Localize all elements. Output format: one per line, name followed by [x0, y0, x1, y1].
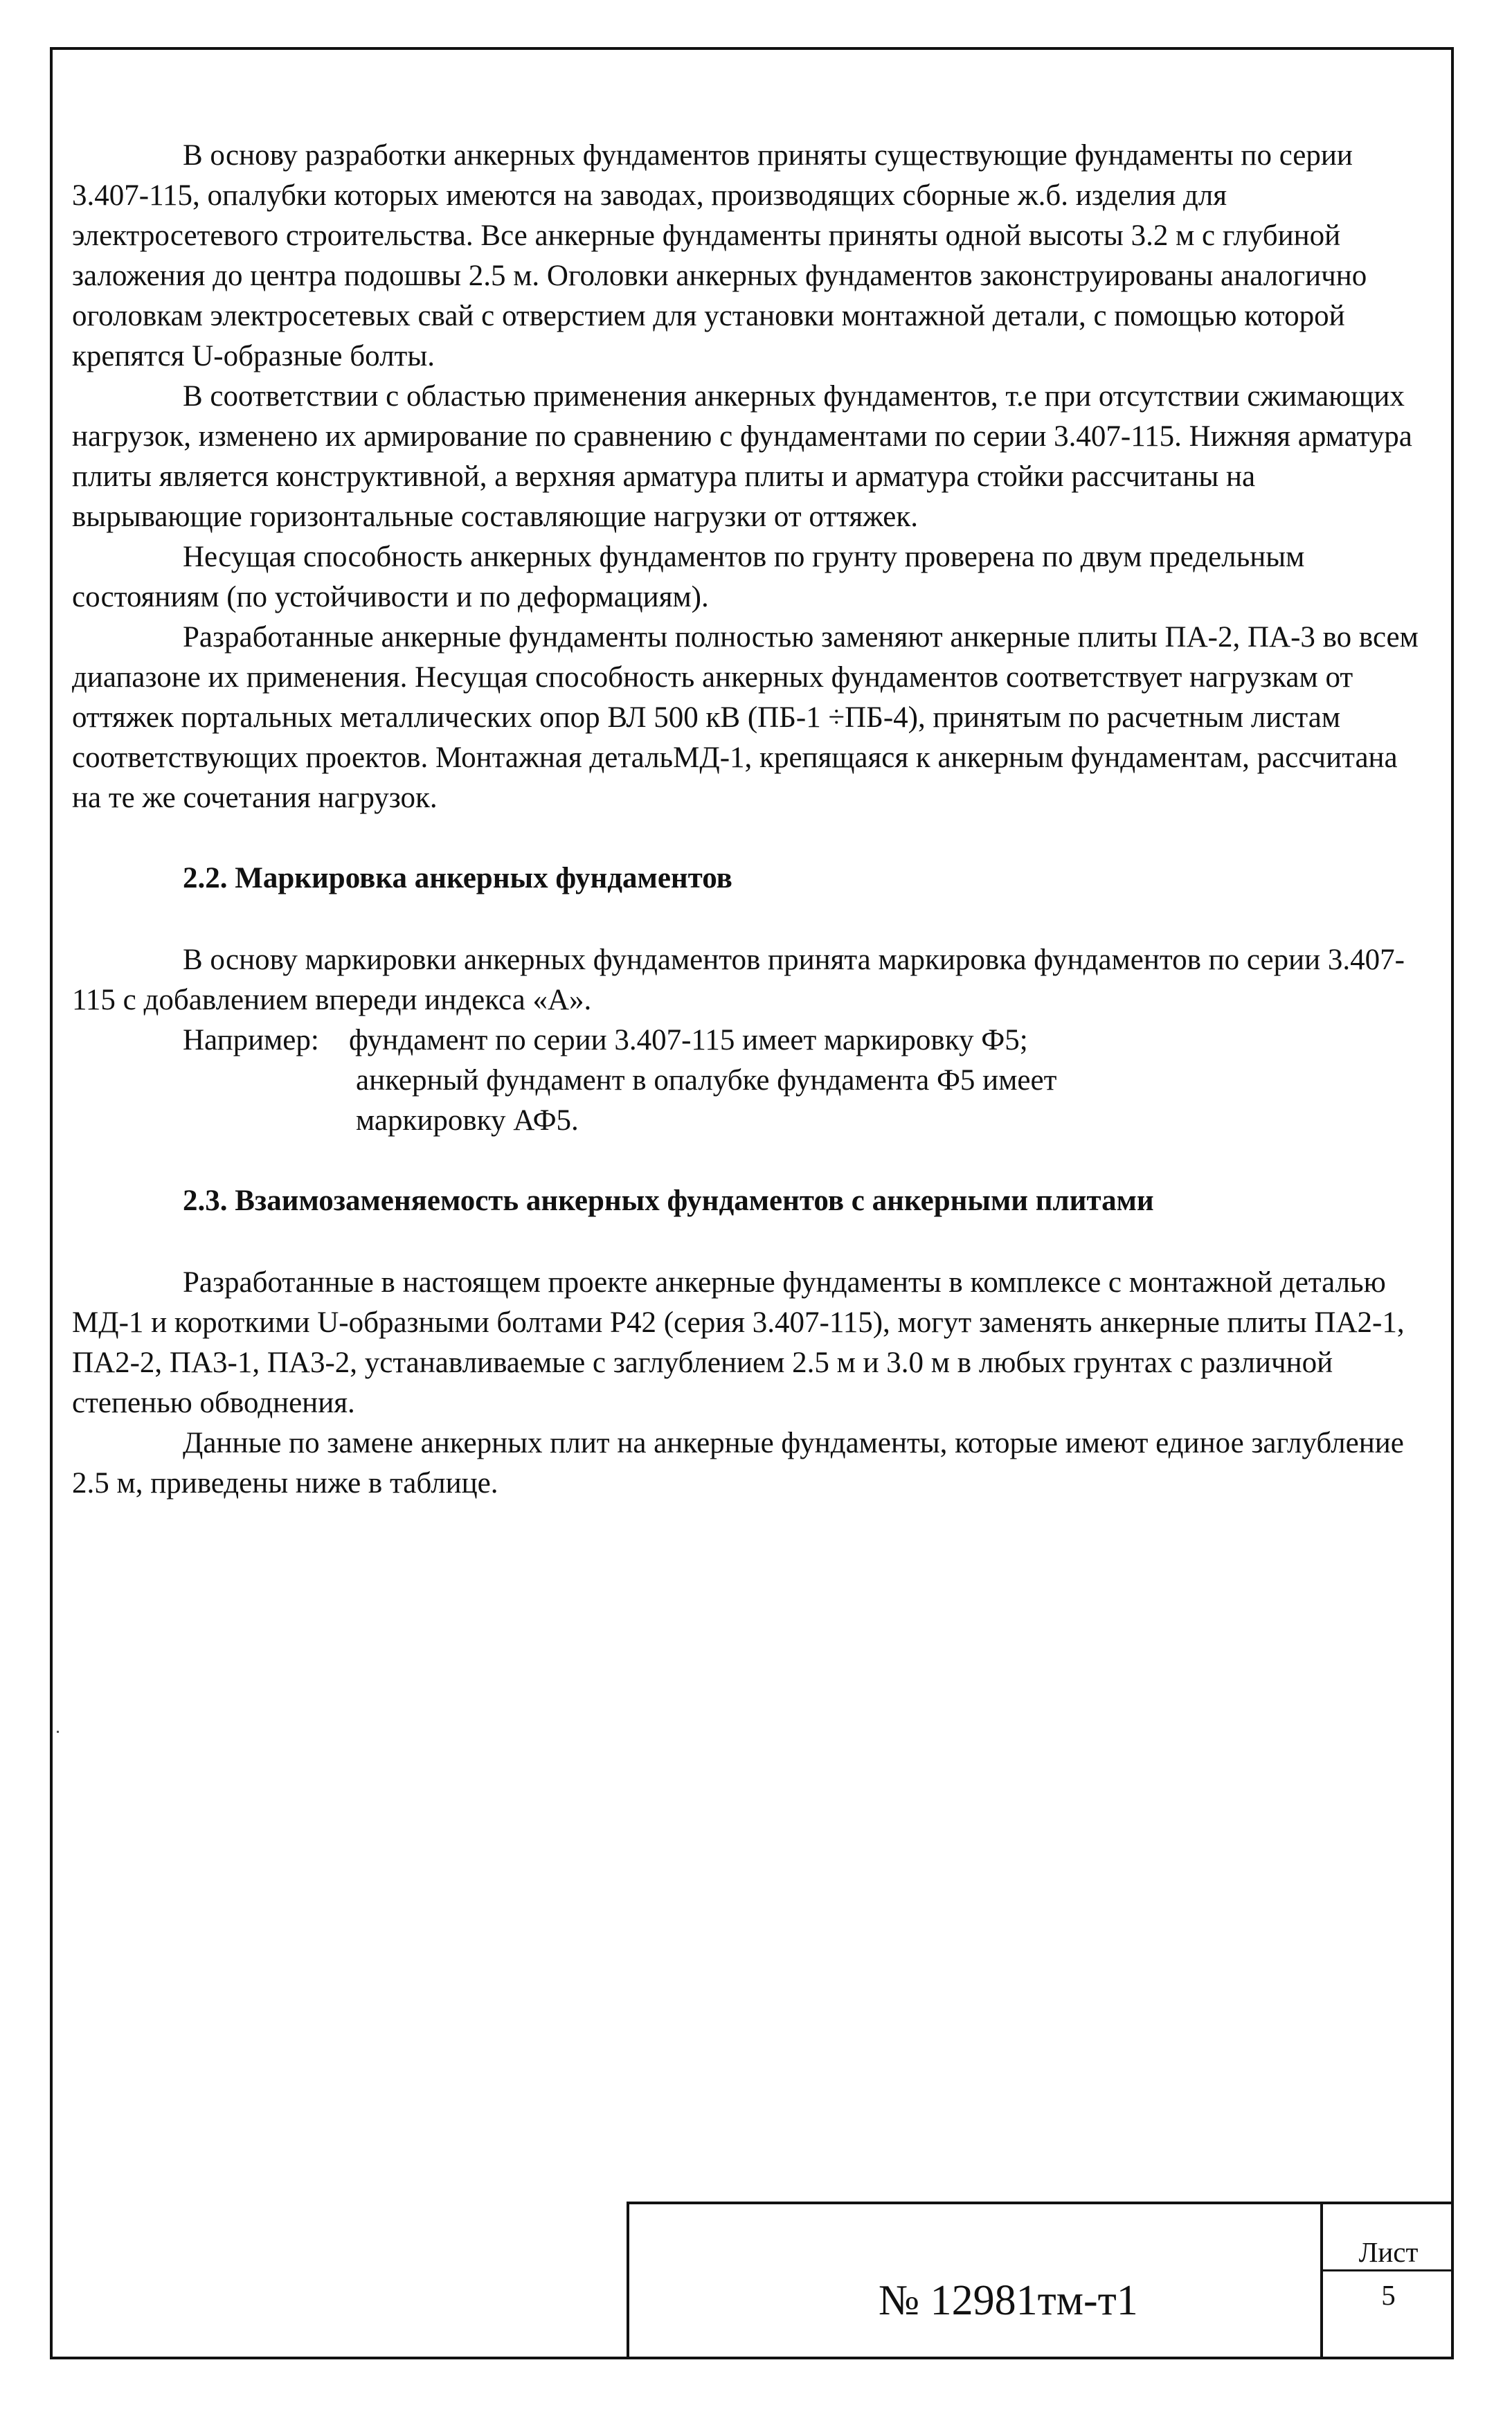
example-line-3: маркировку АФ5. [356, 1104, 579, 1137]
paragraph-intro-1: В основу разработки анкерных фундаментов приняты существующие фундаменты по серии 3.407-115, опалубки которых имеются на заводах, производящих сборные ж.б. изделия для электросетевого строительства. Все анкерные фундаменты приняты одной высоты 3.2 м с глубиной заложения до центра подошвы 2.5 м. Оголовки анкерных фундаментов законструированы аналогично оголовкам электросетевых свай с отверстием для установки монтажной детали, с помощью которой крепятся U-образные болты. [72, 139, 1367, 372]
section-heading-2-2: 2.2. Маркировка анкерных фундаментов [183, 862, 732, 894]
example-block [72, 1020, 1429, 1061]
spacer [72, 818, 1429, 858]
paragraph-interchange-2: Данные по замене анкерных плит на анкерные фундаменты, которые имеют единое заглубление 2.5 м, приведены ниже в таблице. [72, 1427, 1404, 1500]
example-label: Например: [183, 1024, 319, 1056]
sheet-number: 5 [1381, 2279, 1396, 2311]
example-line-2: анкерный фундамент в опалубке фундамента Ф5 имеет [356, 1064, 1057, 1097]
document-code: № 12981тм-т1 [879, 2277, 1138, 2324]
paragraph-marking: В основу маркировки анкерных фундаментов принята маркировка фундаментов по серии 3.407-115 с добавлением впереди индекса «А». [72, 944, 1405, 1016]
title-block [627, 2202, 1454, 2359]
spacer [72, 1221, 1429, 1263]
sheet-cell [1323, 2204, 1454, 2359]
document-body [72, 136, 1429, 1504]
spacer [72, 1141, 1429, 1181]
paragraph-intro-3: Несущая способность анкерных фундаментов по грунту проверена по двум предельным состояниям (по устойчивости и по деформациям). [72, 541, 1305, 613]
example-line-1: фундамент по серии 3.407-115 имеет маркировку Ф5; [349, 1024, 1028, 1056]
paragraph-intro-4: Разработанные анкерные фундаменты полностью заменяют анкерные плиты ПА-2, ПА-3 во всем диапазоне их применения. Несущая способность анкерных фундаментов соответствует нагрузкам от оттяжек портальных металлических опор ВЛ 500 кВ (ПБ-1 ÷ПБ-4), принятым по расчетным листам соответствующих проектов. Монтажная детальМД-1, крепящаяся к анкерным фундаментам, рассчитана на те же сочетания нагрузок. [72, 621, 1419, 814]
paragraph-interchange-1: Разработанные в настоящем проекте анкерные фундаменты в комплексе с монтажной деталью МД-1 и короткими U-образными болтами Р42 (серия 3.407-115), могут заменять анкерные плиты ПА2-1, ПА2-2, ПА3-1, ПА3-2, устанавливаемые с заглублением 2.5 м и 3.0 м в любых грунтах с различной степенью обводнения. [72, 1266, 1405, 1419]
spacer [72, 899, 1429, 940]
section-heading-2-3: 2.3. Взаимозаменяемость анкерных фундаментов с анкерными плитами [183, 1185, 1154, 1217]
paragraph-intro-2: В соответствии с областью применения анкерных фундаментов, т.е при отсутствии сжимающих нагрузок, изменено их армирование по сравнению с фундаментами по серии 3.407-115. Нижняя арматура плиты является конструктивной, а верхняя арматура плиты и арматура стойки рассчитаны на вырывающие горизонтальные составляющие нагрузки от оттяжек. [72, 380, 1412, 533]
scan-artifact [57, 1731, 59, 1733]
document-code-cell [629, 2204, 1323, 2359]
sheet-label: Лист [1323, 2235, 1454, 2271]
